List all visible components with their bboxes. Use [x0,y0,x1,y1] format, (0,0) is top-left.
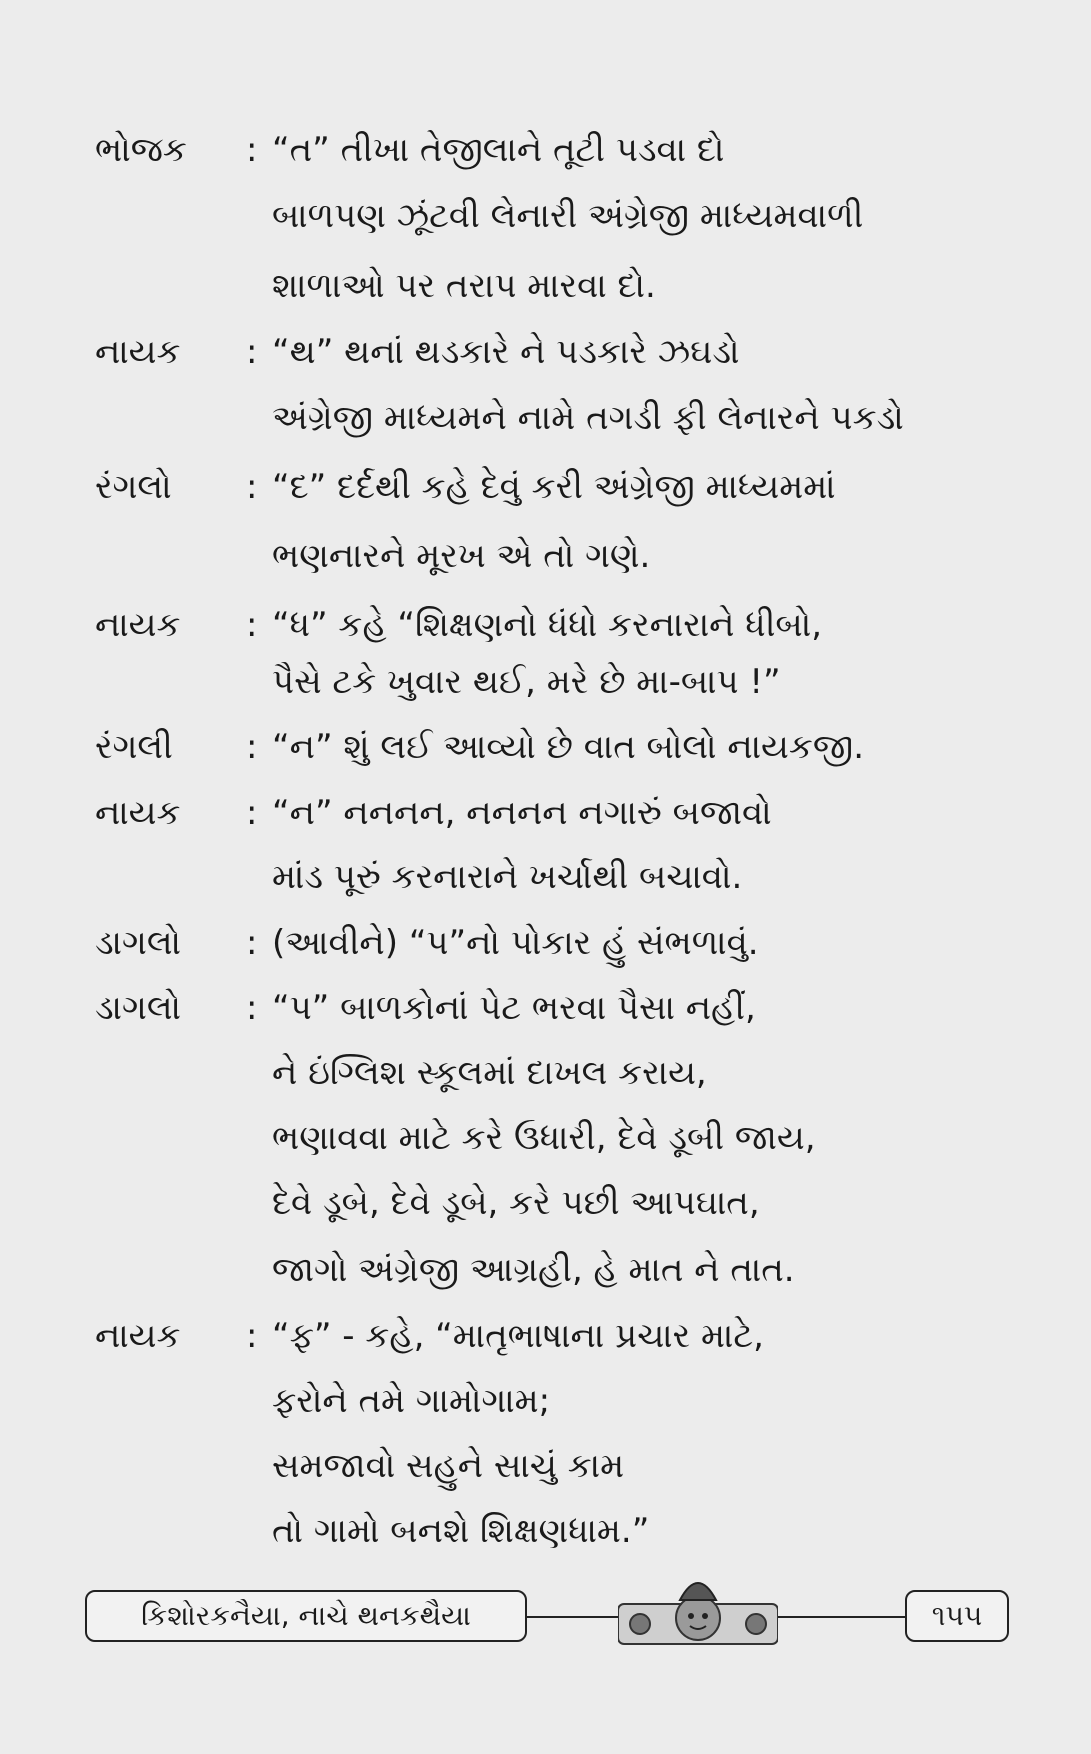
dialogue-line: પૈસે ટકે ખુવાર થઈ, મરે છે મા-બાપ !” [272,662,781,702]
speaker-name: ડાગલો [95,923,182,963]
dialogue-line: “ધ” કહે “શિક્ષણનો ધંધો કરનારાને ધીબો, [272,605,823,645]
dialogue-line: “ફ” - કહે, “માતૃભાષાના પ્રચાર માટે, [272,1316,764,1356]
dialogue-line: તો ગામો બનશે શિક્ષણધામ.” [272,1511,650,1551]
book-title: કિશોરકનૈયા, નાચે થનકથૈયા [85,1590,527,1642]
colon: : [246,988,258,1028]
colon: : [246,332,258,372]
dialogue-line: (આવીને) “પ”નો પોકાર હું સંભળાવું. [272,923,759,963]
speaker-name: નાયક [95,332,181,372]
speaker-name: ડાગલો [95,988,182,1028]
colon: : [246,793,258,833]
dialogue-line: “ન” શું લઈ આવ્યો છે વાત બોલો નાયકજી. [272,727,865,767]
dialogue-line: ભણનારને મૂરખ એ તો ગણે. [272,536,651,576]
dialogue-line: “ત” તીખા તેજીલાને તૂટી પડવા દો [272,130,725,170]
colon: : [246,923,258,963]
speaker-name: નાયક [95,1316,181,1356]
colon: : [246,605,258,645]
dialogue-line: ને ઇંગ્લિશ સ્કૂલમાં દાખલ કરાય, [272,1053,707,1093]
dialogue-line: “દ” દર્દથી કહે દેવું કરી અંગ્રેજી માધ્યમમાં [272,467,836,507]
speaker-name: રંગલો [95,467,172,507]
colon: : [246,727,258,767]
dialogue-line: માંડ પૂરું કરનારાને ખર્ચાથી બચાવો. [272,857,743,897]
dialogue-line: બાળપણ ઝૂંટવી લેનારી અંગ્રેજી માધ્યમવાળી [272,196,864,236]
colon: : [246,1316,258,1356]
dialogue-line: “પ” બાળકોનાં પેટ ભરવા પૈસા નહીં, [272,988,756,1028]
colon: : [246,130,258,170]
dialogue-line: “ન” નનનન, નનનન નગારું બજાવો [272,793,772,833]
footer-rule-right [778,1616,905,1618]
speaker-name: રંગલી [95,727,173,767]
speaker-name: ભોજક [95,130,187,170]
dialogue-line: અંગ્રેજી માધ્યમને નામે તગડી ફી લેનારને પકડો [272,398,904,438]
page-number: ૧૫૫ [905,1590,1009,1642]
dialogue-line: ભણાવવા માટે કરે ઉધારી, દેવે ડૂબી જાય, [272,1118,816,1158]
dialogue-line: દેવે ડૂબે, દેવે ડૂબે, કરે પછી આપઘાત, [272,1183,760,1223]
dialogue-line: “થ” થનાં થડકારે ને પડકારે ઝઘડો [272,332,740,372]
speaker-name: નાયક [95,793,181,833]
dialogue-line: સમજાવો સહુને સાચું કામ [272,1446,625,1486]
dialogue-line: શાળાઓ પર તરાપ મારવા દો. [272,266,656,306]
dialogue-line: ફરોને તમે ગામોગામ; [272,1381,551,1421]
speaker-name: નાયક [95,605,181,645]
footer-rule-left [527,1616,627,1618]
dialogue-line: જાગો અંગ્રેજી આગ્રહી, હે માત ને તાત. [272,1250,795,1290]
dancing-figure-icon [618,1566,778,1656]
colon: : [246,467,258,507]
